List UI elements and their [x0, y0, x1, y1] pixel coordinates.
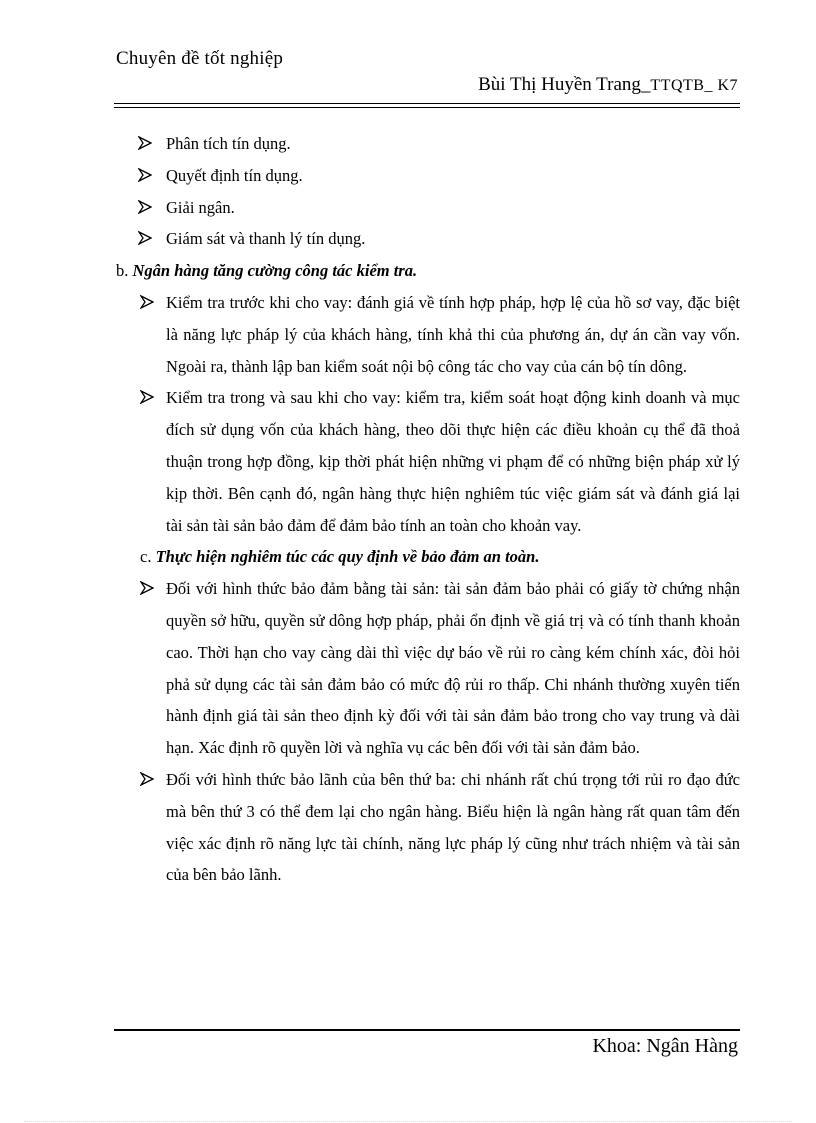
- list-item-text: Kiểm tra trước khi cho vay: đánh giá về tính hợp pháp, hợp lệ của hồ sơ vay, đặc biệt là năng lực pháp lý của khách hàng, tính khả thi của phương án, dự án cần vay vốn. Ngoài ra, thành lập ban kiểm soát nội bộ công tác cho vay của cán bộ tín dông.: [166, 292, 740, 376]
- arrow-bullet-icon: [138, 160, 156, 192]
- arrow-bullet-icon: [138, 223, 156, 255]
- page-edge-dots: [24, 1121, 792, 1122]
- list-item-text: Giám sát và thanh lý tín dụng.: [166, 229, 366, 249]
- arrow-bullet-icon: [140, 382, 158, 414]
- list-item-text: Phân tích tín dụng.: [166, 134, 291, 153]
- list-item: [116, 192, 740, 224]
- list-item-text: Quyết định tín dụng.: [166, 165, 303, 185]
- list-item: [116, 287, 740, 382]
- list-item: [116, 764, 740, 891]
- header-double-rule: [114, 103, 740, 108]
- list-item-text: Đối với hình thức bảo lãnh của bên thứ ba: chi nhánh rất chú trọng tới rủi ro đạo đức mà bên thứ 3 có thể đem lại cho ngân hàng. Biểu hiện là ngân hàng rất quan tâm đến việc xác định rõ năng lực tài chính, năng lực pháp lý cũng như trách nhiệm và tài sản của bên bảo lãnh.: [166, 769, 740, 885]
- list-item: [116, 160, 740, 192]
- arrow-bullet-icon: [140, 287, 158, 319]
- footer-department: Khoa: Ngân Hàng: [592, 1035, 738, 1057]
- footer-rule: [114, 1029, 740, 1031]
- list-item: [116, 128, 740, 160]
- list-item: [116, 382, 740, 541]
- arrow-bullet-icon: [140, 573, 158, 605]
- section-c-heading: [116, 541, 740, 573]
- header-author-name: Bùi Thị Huyền Trang_: [478, 74, 651, 95]
- section-b-letter: b.: [116, 261, 129, 281]
- header-author-class: TTQTB_ K7: [650, 77, 738, 94]
- arrow-bullet-icon: [138, 192, 156, 224]
- header-document-title: Chuyên đề tốt nghiệp: [116, 48, 284, 69]
- arrow-bullet-icon: [140, 764, 158, 796]
- section-c-letter: c.: [140, 547, 152, 567]
- list-item-text: Giải ngân.: [166, 197, 235, 217]
- list-item: [116, 573, 740, 764]
- header-author: [478, 74, 738, 96]
- list-item-text: Kiểm tra trong và sau khi cho vay: kiểm tra, kiểm soát hoạt động kinh doanh và mục đích sử dụng vốn của khách hàng, theo dõi thực hiện các điều khoản cụ thể đã thoả thuận trong hợp đồng, kịp thời phát hiện những vi phạm để có những biện pháp xử lý kịp thời. Bên cạnh đó, ngân hàng thực hiện nghiêm túc việc giám sát và đánh giá lại tài sản tài sản bảo đảm để đảm bảo tính an toàn cho khoản vay.: [166, 388, 740, 535]
- section-b-title: Ngân hàng tăng cường công tác kiểm tra.: [132, 261, 418, 281]
- list-item-text: Đối với hình thức bảo đảm bằng tài sản: tài sản đảm bảo phải có giấy tờ chứng nhận quyền sở hữu, quyền sử dông hợp pháp, phải ổn định về giá trị và có tính thanh khoản cao. Thời hạn cho vay càng dài thì việc dự báo về rủi ro càng kém chính xác, đòi hỏi phả sử dụng các tài sản đảm bảo có mức độ rủi ro thấp. Chi nhánh thường xuyên tiến hành định giá tài sản theo định kỳ đối với tài sản đảm bảo trong cho vay trung và dài hạn. Xác định rõ quyền lời và nghĩa vụ các bên đối với tài sản đảm bảo.: [166, 579, 740, 758]
- section-b-heading: [116, 255, 740, 287]
- section-c-title: Thực hiện nghiêm túc các quy định về bảo đảm an toàn.: [155, 547, 540, 567]
- list-item: [116, 223, 740, 255]
- page-body: [116, 128, 740, 891]
- arrow-bullet-icon: [138, 128, 156, 160]
